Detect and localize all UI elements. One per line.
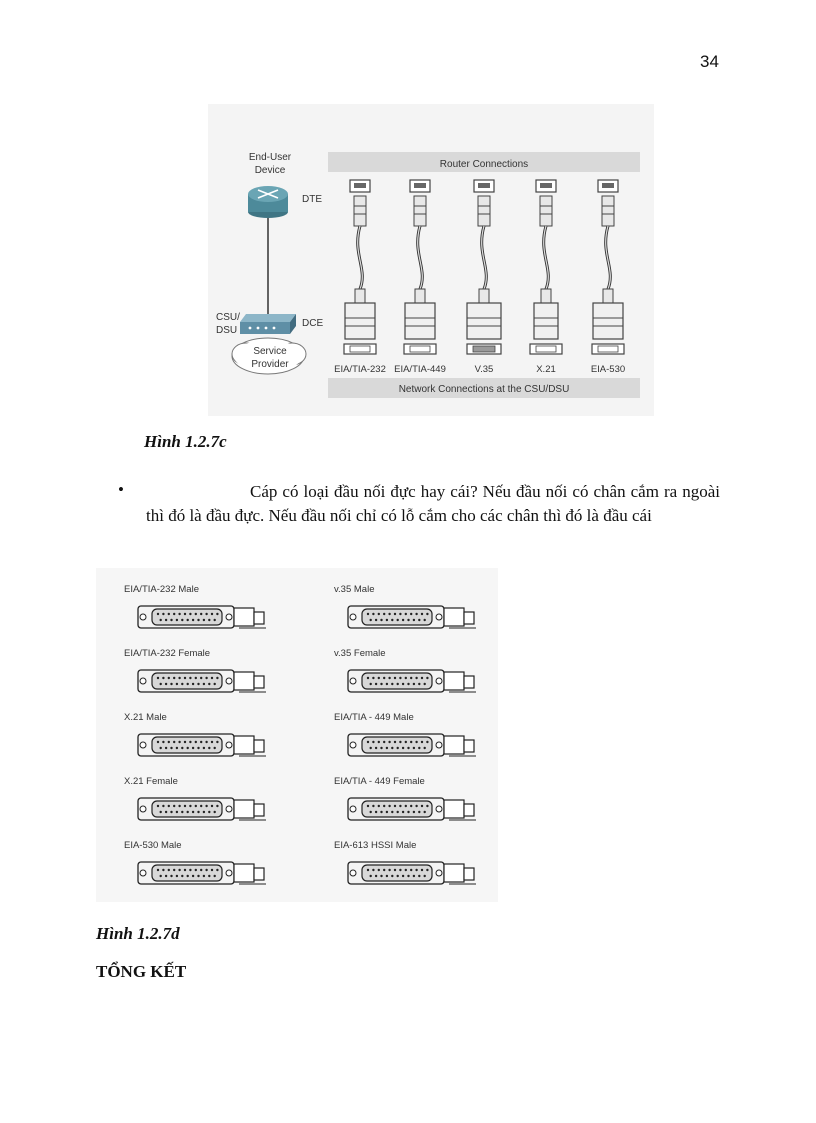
connector-type-label-9: EIA-530 Male — [124, 840, 182, 851]
router-connections-diagram — [208, 104, 654, 416]
bullet-text: Cáp có loại đầu nối đực hay cái? Nếu đầu nối có chân cắm ra ngoài thì đó là đầu đực. Nếu đầu nối chỉ có lỗ cắm cho các chân thì đó là đầu cái — [146, 482, 720, 525]
page-number: 34 — [700, 52, 719, 71]
network-connections-label: Network Connections at the CSU/DSU — [398, 384, 570, 395]
connector-type-label-6: EIA/TIA - 449 Male — [334, 712, 414, 723]
figure-caption-1: Hình 1.2.7c — [144, 432, 227, 451]
connector-type-label-2: v.35 Male — [334, 584, 375, 595]
csu-label-line1: CSU/ — [216, 312, 240, 323]
cloud-label-line2: Provider — [251, 359, 289, 370]
connector-types-diagram — [96, 568, 498, 902]
connector-item-6 — [334, 712, 476, 756]
section-heading: TỔNG KẾT — [96, 962, 187, 981]
cable-1 — [334, 180, 386, 375]
connector-type-label-4: v.35 Female — [334, 648, 386, 659]
cable-5 — [591, 180, 625, 375]
connector-label-4: X.21 — [536, 364, 556, 375]
cable-3 — [467, 180, 501, 375]
connector-label-3: V.35 — [474, 364, 494, 375]
csu-dsu-icon — [240, 314, 296, 334]
connector-item-7 — [124, 776, 266, 820]
cloud-label-line1: Service — [253, 346, 287, 357]
bullet-symbol: • — [118, 480, 124, 499]
end-user-label-line2: Device — [254, 165, 286, 176]
router-icon — [248, 186, 288, 218]
connector-item-4 — [334, 648, 476, 692]
figure-connector-types — [96, 568, 498, 902]
connector-item-3 — [124, 648, 266, 692]
connector-item-8 — [334, 776, 476, 820]
end-user-label-line1: End-User — [248, 152, 292, 163]
cable-4 — [530, 180, 562, 375]
dte-label: DTE — [302, 194, 322, 205]
cable-2 — [394, 180, 446, 375]
connector-item-2 — [334, 584, 476, 628]
connector-type-label-3: EIA/TIA-232 Female — [124, 648, 211, 659]
connector-label-2: EIA/TIA-449 — [394, 364, 446, 375]
figure-router-connections — [208, 104, 654, 416]
csu-label-line2: DSU — [216, 325, 238, 336]
connector-item-5 — [124, 712, 266, 756]
connector-item-9 — [124, 840, 266, 884]
figure-caption-2: Hình 1.2.7d — [96, 924, 180, 943]
router-connections-label: Router Connections — [439, 159, 529, 170]
connector-item-1 — [124, 584, 266, 628]
connector-label-5: EIA-530 — [590, 364, 626, 375]
connector-item-10 — [334, 840, 476, 884]
connector-type-label-5: X.21 Male — [124, 712, 167, 723]
connector-type-label-7: X.21 Female — [124, 776, 178, 787]
connector-type-label-1: EIA/TIA-232 Male — [124, 584, 199, 595]
connector-type-label-8: EIA/TIA - 449 Female — [334, 776, 425, 787]
connector-type-label-10: EIA-613 HSSI Male — [334, 840, 417, 851]
connector-label-1: EIA/TIA-232 — [334, 364, 386, 375]
dce-label: DCE — [302, 318, 324, 329]
